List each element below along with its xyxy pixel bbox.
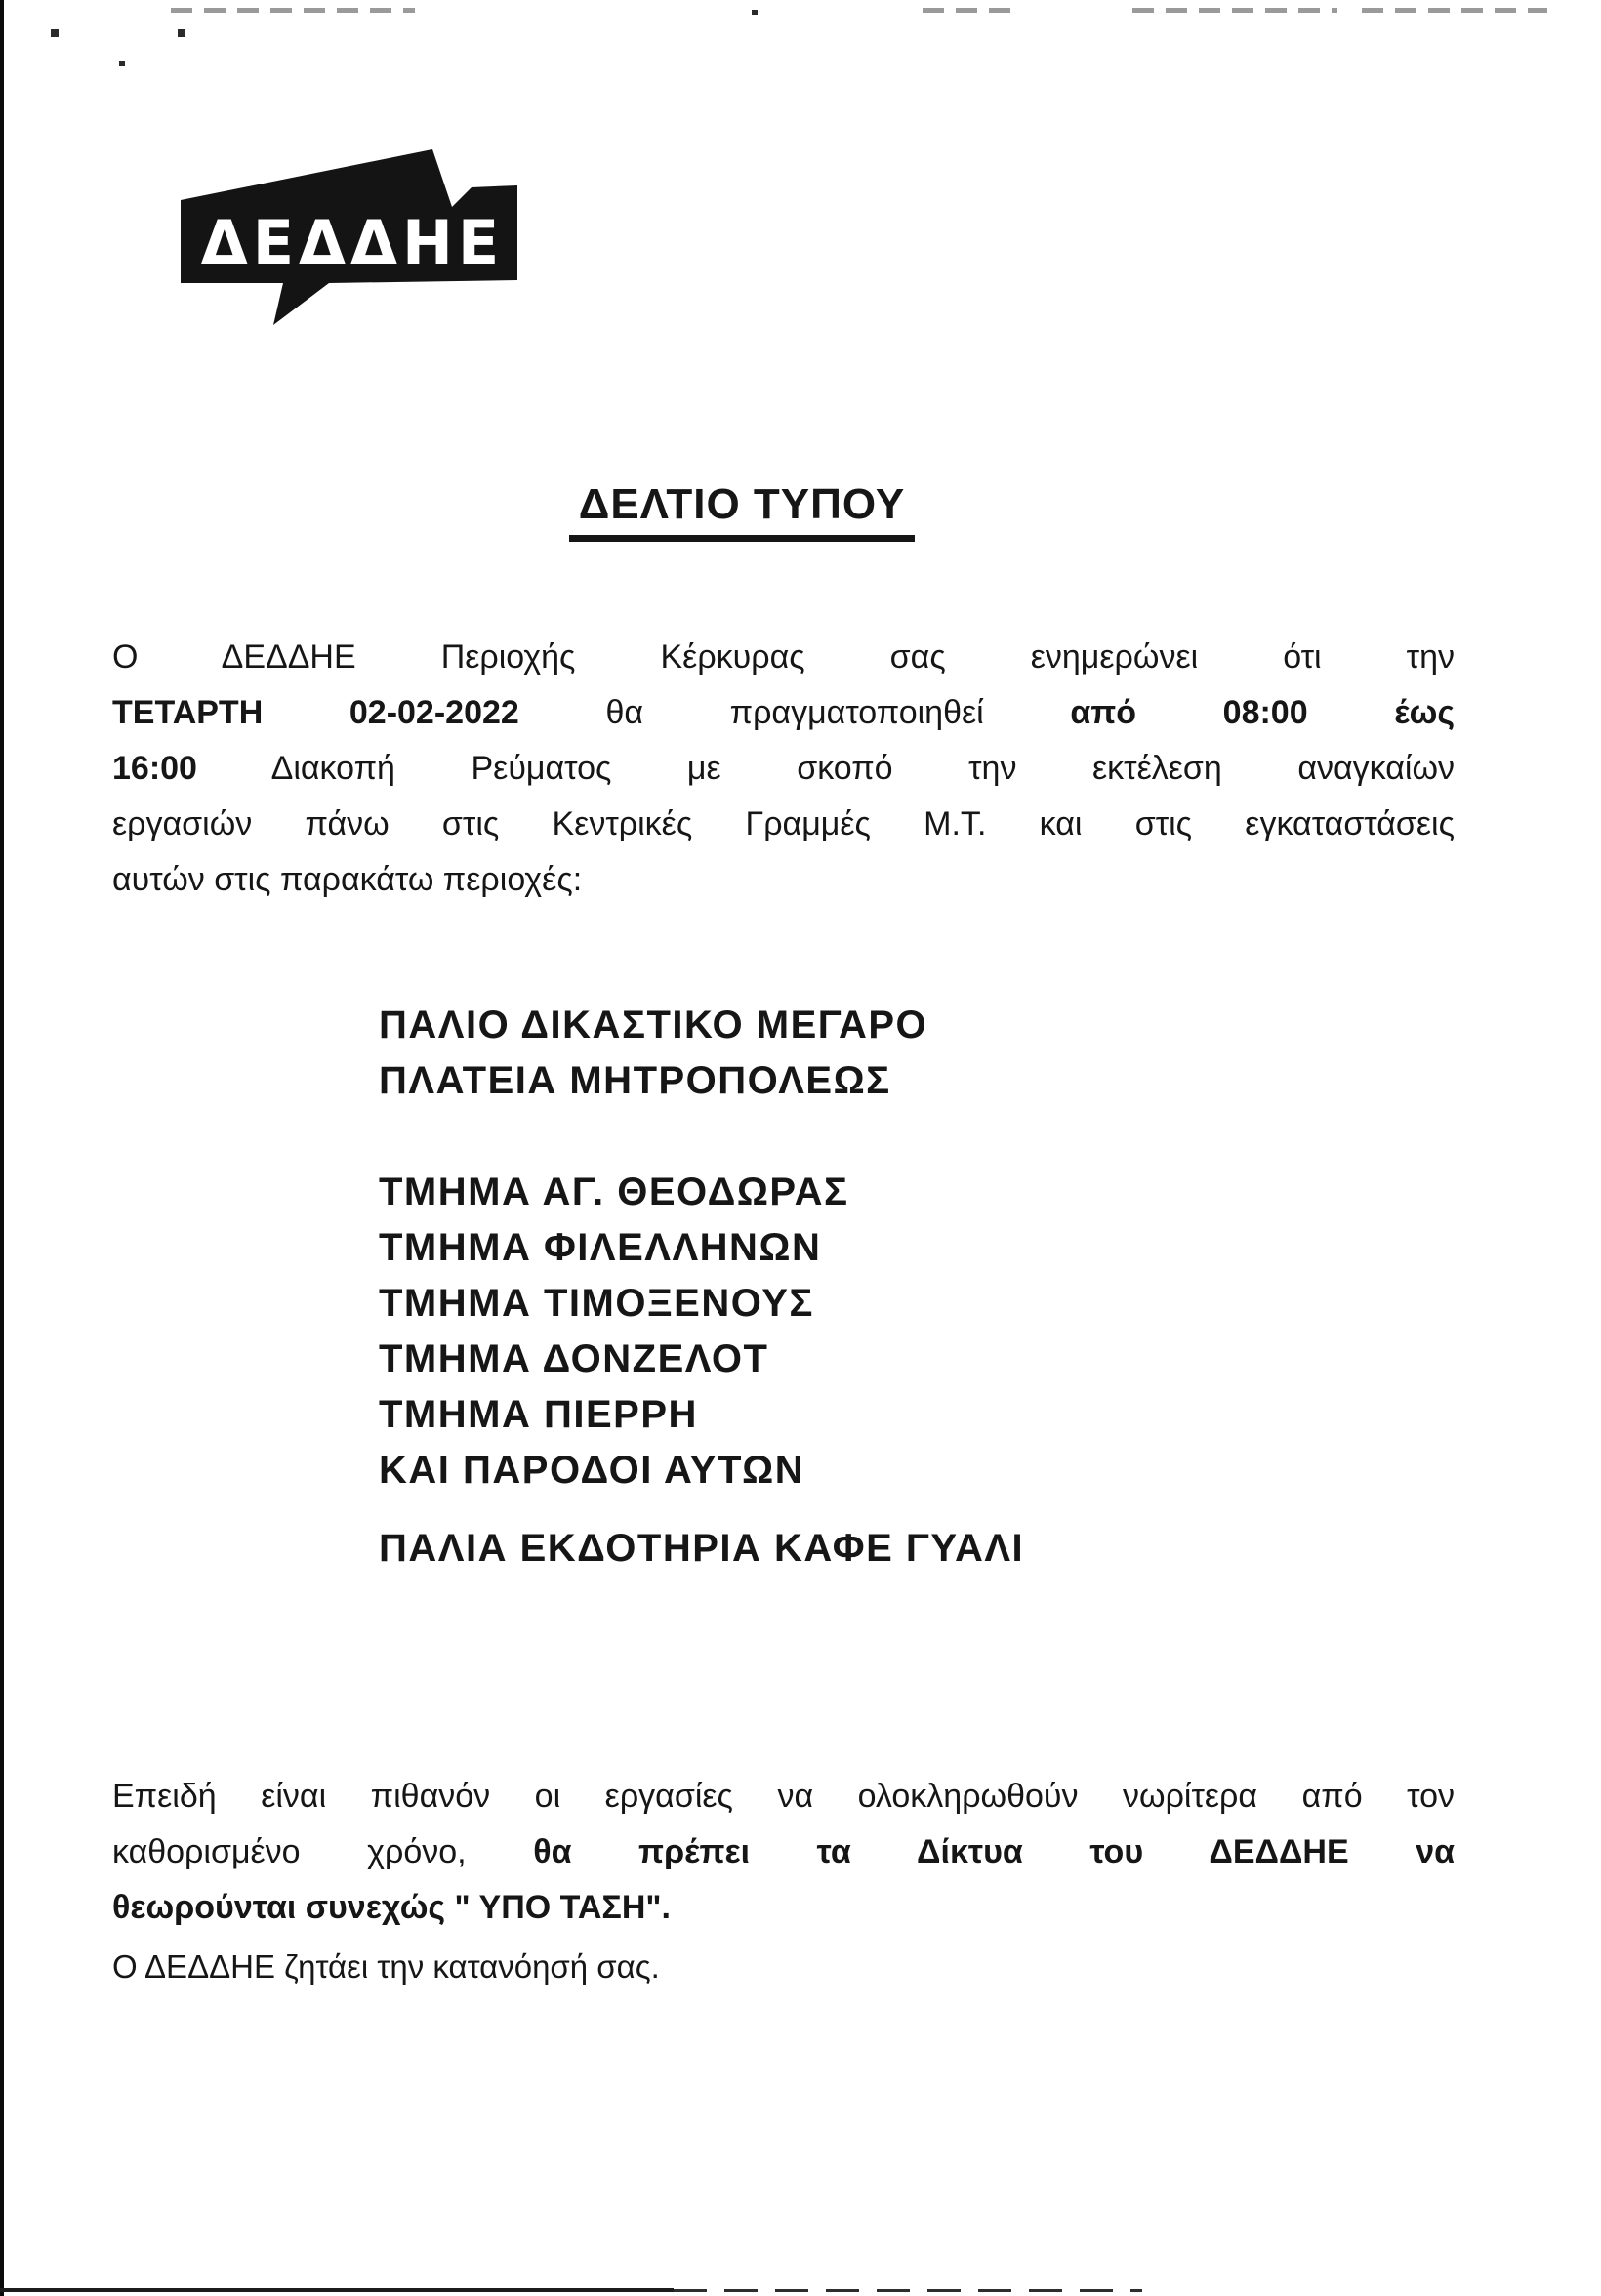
area-group [379, 998, 1024, 1109]
scan-artifact-bottom-line [0, 2288, 674, 2292]
deddie-logo [179, 146, 520, 332]
text-line [112, 852, 1455, 908]
text-segment: Διακοπή Ρεύματος με σκοπό την εκτέλεση αναγκαίων [270, 750, 1455, 787]
text-line [112, 1769, 1455, 1824]
scan-artifact-top-dashes [923, 8, 1015, 13]
text-segment-bold: θα πρέπει τα Δίκτυα του ΔΕΔΔΗΕ να [533, 1833, 1456, 1870]
text-segment: αυτών στις παρακάτω περιοχές: [112, 861, 583, 898]
area-item: ΠΛΑΤΕΙΑ ΜΗΤΡΟΠΟΛΕΩΣ [379, 1059, 891, 1102]
scan-artifact-top-dashes [1132, 8, 1337, 13]
area-item: ΠΑΛΙΑ ΕΚΔΟΤΗΡΙΑ ΚΑΦΕ ΓΥΑΛΙ [379, 1527, 1025, 1570]
signoff-paragraph [112, 1939, 1455, 1994]
scan-artifact-speck [752, 10, 758, 15]
area-group [379, 1521, 1024, 1577]
area-item: ΤΜΗΜΑ ΠΙΕΡΡΗ [379, 1393, 698, 1436]
text-line [112, 1880, 1455, 1936]
scan-artifact-top-dashes [171, 8, 415, 13]
title-row [112, 480, 1372, 542]
area-item: ΤΜΗΜΑ ΔΟΝΖΕΛΟΤ [379, 1337, 769, 1380]
text-line [112, 797, 1455, 852]
text-segment-bold: από 08:00 έως [1070, 694, 1455, 731]
text-segment-bold: ΤΕΤΑΡΤΗ 02-02-2022 [112, 694, 519, 731]
text-segment-bold: 16:00 [112, 750, 197, 787]
intro-paragraph [112, 630, 1455, 908]
logo-text: ΔΕΔΔΗΕ [200, 207, 505, 278]
area-item: ΚΑΙ ΠΑΡΟΔΟΙ ΑΥΤΩΝ [379, 1449, 805, 1492]
scan-artifact-bottom-dashes [674, 2289, 1142, 2292]
press-release-title: ΔΕΛΤΙΟ ΤΥΠΟΥ [569, 480, 916, 542]
text-segment: Επειδή είναι πιθανόν οι εργασίες να ολοκληρωθούν νωρίτερα από τον [112, 1778, 1455, 1815]
area-item: ΤΜΗΜΑ ΤΙΜΟΞΕΝΟΥΣ [379, 1282, 814, 1325]
closing-paragraph [112, 1769, 1455, 1936]
scan-artifact-speck [119, 61, 125, 66]
text-line [112, 1824, 1455, 1880]
text-line [112, 630, 1455, 685]
text-line [112, 685, 1455, 741]
text-line [112, 1939, 1455, 1994]
areas-list [379, 998, 1024, 1577]
logo-banner-shape [179, 146, 520, 332]
scan-artifact-speck [178, 29, 185, 37]
text-segment: εργασιών πάνω στις Κεντρικές Γραμμές Μ.Τ. και στις εγκαταστάσεις [112, 805, 1455, 842]
scan-artifact-top-dashes [1362, 8, 1547, 13]
area-item: ΠΑΛΙΟ ΔΙΚΑΣΤΙΚΟ ΜΕΓΑΡΟ [379, 1004, 928, 1046]
area-group [379, 1165, 1024, 1498]
area-item: ΤΜΗΜΑ ΦΙΛΕΛΛΗΝΩΝ [379, 1226, 822, 1269]
signoff-text: Ο ΔΕΔΔΗΕ ζητάει την κατανόησή σας. [112, 1948, 660, 1985]
text-segment: καθορισμένο χρόνο, [112, 1833, 467, 1870]
text-segment: θα πραγματοποιηθεί [605, 694, 984, 731]
scan-artifact-speck [51, 29, 59, 37]
text-segment: Ο ΔΕΔΔΗΕ Περιοχής Κέρκυρας σας ενημερώνει ότι την [112, 638, 1455, 676]
area-item: ΤΜΗΜΑ ΑΓ. ΘΕΟΔΩΡΑΣ [379, 1170, 849, 1213]
scan-artifact-left-edge [0, 0, 4, 2296]
text-line [112, 741, 1455, 797]
text-segment-bold: θεωρούνται συνεχώς " ΥΠΟ ΤΑΣΗ". [112, 1889, 671, 1926]
